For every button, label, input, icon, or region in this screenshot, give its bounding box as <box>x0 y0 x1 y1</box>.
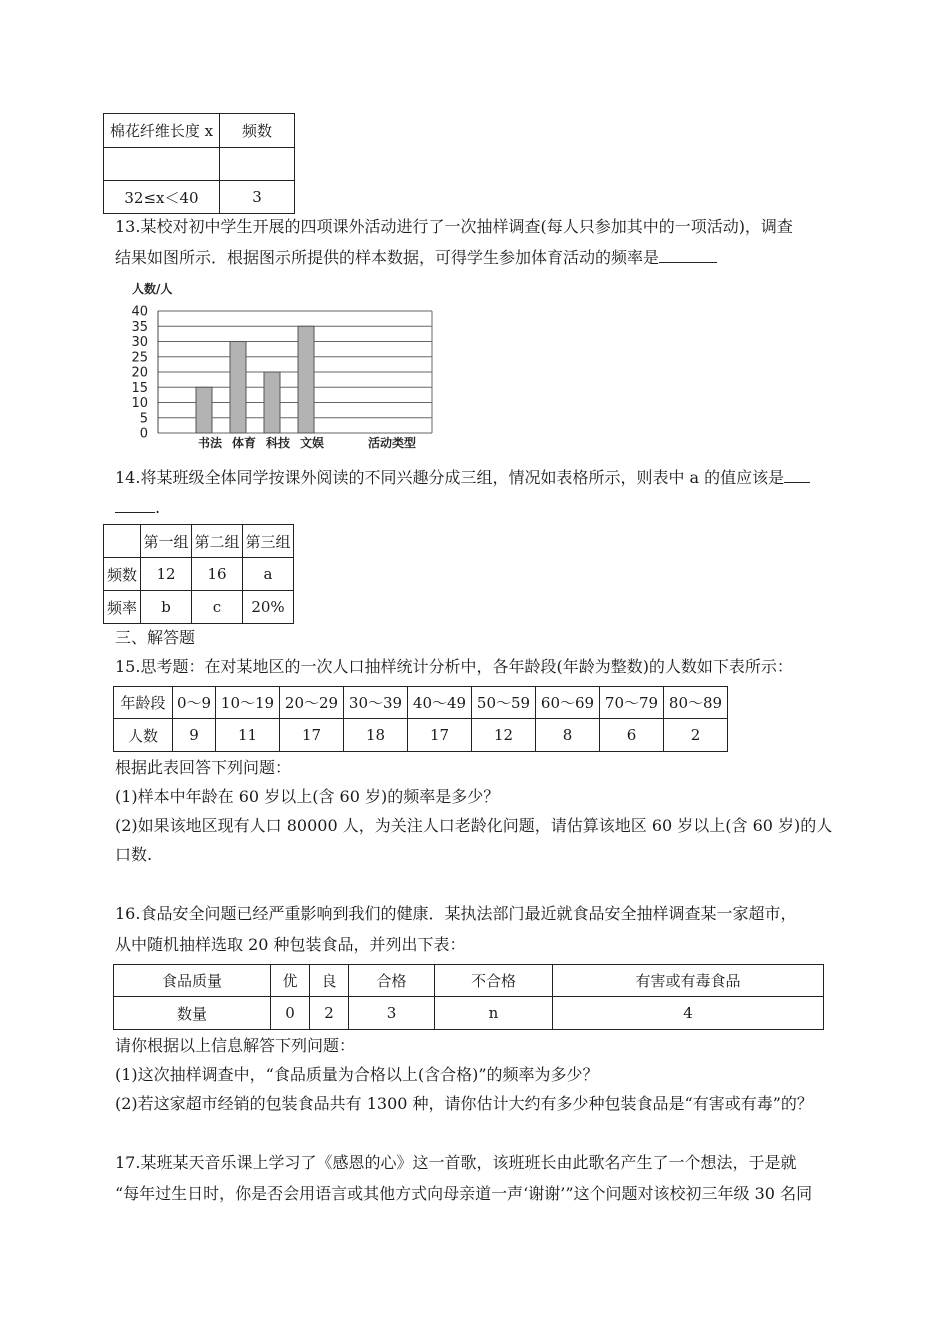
table-header-cell: 60～69 <box>536 687 600 719</box>
q13-text-line1: 13.某校对初中学生开展的四项课外活动进行了一次抽样调查(每人只参加其中的一项活动)，调查 <box>115 217 793 236</box>
table-cell: 18 <box>344 719 408 752</box>
y-axis-label: 人数/人 <box>132 282 173 296</box>
table-cell: 数量 <box>114 997 271 1030</box>
table-header-cell: 频数 <box>220 114 295 148</box>
table-cell: 17 <box>408 719 472 752</box>
activity-bar-chart <box>110 280 440 452</box>
x-tick-label: 文娱 <box>299 436 325 450</box>
table-cell: 12 <box>141 558 192 591</box>
table-cell: 11 <box>216 719 280 752</box>
table-header-cell: 优 <box>271 965 310 997</box>
y-tick-label: 30 <box>131 335 148 350</box>
table-header-cell: 0～9 <box>173 687 216 719</box>
q16-text-line2: 从中随机抽样选取 20 种包装食品，并列出下表： <box>115 935 466 954</box>
q15-text-line1: 15.思考题：在对某地区的一次人口抽样统计分析中，各年龄段(年龄为整数)的人数如下表所示： <box>115 657 793 676</box>
y-tick-label: 35 <box>131 319 148 335</box>
x-tick-label: 体育 <box>231 436 257 450</box>
q16-part1: (1)这次抽样调查中，“食品质量为合格以上(含合格)”的频率为多少？ <box>115 1065 599 1084</box>
table-cell: b <box>141 591 192 624</box>
table-header-cell: 棉花纤维长度 x <box>104 114 220 148</box>
table-cell: 4 <box>553 997 824 1030</box>
bar <box>196 387 212 433</box>
table-cell: 0 <box>271 997 310 1030</box>
y-tick-label: 25 <box>131 350 148 366</box>
x-axis-label: 活动类型 <box>368 436 417 450</box>
q17-text-line2: “每年过生日时，你是否会用语言或其他方式向母亲道一声‘谢谢’”这个问题对该校初三年级 30 名同 <box>115 1184 813 1203</box>
y-tick-label: 5 <box>139 411 148 427</box>
q15-part2-line1: (2)如果该地区现有人口 80000 人，为关注人口老龄化问题，请估算该地区 60 岁以上(含 60 岁)的人 <box>115 816 833 835</box>
y-tick-label: 15 <box>131 380 148 396</box>
table-header-cell: 第三组 <box>243 525 294 558</box>
table-header-cell: 不合格 <box>435 965 553 997</box>
y-tick-label: 20 <box>131 365 148 381</box>
table-cell: c <box>192 591 243 624</box>
table-header-cell: 有害或有毒食品 <box>553 965 824 997</box>
table-cell: 16 <box>192 558 243 591</box>
q15-part1: (1)样本中年龄在 60 岁以上(含 60 岁)的频率是多少？ <box>115 787 500 806</box>
table-cell: 20% <box>243 591 294 624</box>
table-cell <box>220 148 295 181</box>
table-cell: 频率 <box>104 591 141 624</box>
table-header-cell: 20～29 <box>280 687 344 719</box>
q15-after: 根据此表回答下列问题： <box>115 758 292 777</box>
y-tick-label: 40 <box>131 304 148 320</box>
table-cell: 32≤x＜40 <box>104 181 220 214</box>
bars <box>196 326 314 433</box>
q17-text-line1: 17.某班某天音乐课上学习了《感恩的心》这一首歌，该班班长由此歌名产生了一个想法，于是就 <box>115 1153 797 1172</box>
q14-text-line2 <box>115 497 160 519</box>
table-cell: 2 <box>664 719 728 752</box>
table-cell: 人数 <box>114 719 173 752</box>
interest-groups-table <box>103 524 294 624</box>
x-tick-label: 科技 <box>265 436 291 450</box>
table-header-cell: 年龄段 <box>114 687 173 719</box>
table-header-cell: 良 <box>310 965 349 997</box>
y-tick-label: 0 <box>139 426 148 442</box>
table-cell: 3 <box>349 997 435 1030</box>
q14-text-end: . <box>155 498 161 517</box>
table-header-cell <box>104 525 141 558</box>
table-header-cell: 30～39 <box>344 687 408 719</box>
table-cell: a <box>243 558 294 591</box>
table-cell: 2 <box>310 997 349 1030</box>
age-population-table <box>113 686 728 752</box>
table-header-cell: 第二组 <box>192 525 243 558</box>
bar <box>230 342 246 434</box>
q16-after: 请你根据以上信息解答下列问题： <box>115 1036 356 1055</box>
answer-blank <box>659 248 717 263</box>
table-cell: 3 <box>220 181 295 214</box>
table-cell: 9 <box>173 719 216 752</box>
bar <box>264 372 280 433</box>
q16-text-line1: 16.食品安全问题已经严重影响到我们的健康．某执法部门最近就食品安全抽样调查某一家超市， <box>115 904 797 923</box>
table-cell: 8 <box>536 719 600 752</box>
x-ticks <box>198 435 324 450</box>
x-tick-label: 书法 <box>197 436 223 450</box>
q15-part2-line2: 口数. <box>115 845 153 864</box>
q14-text-line1 <box>115 467 810 489</box>
table-header-cell: 80～89 <box>664 687 728 719</box>
table-cell: 频数 <box>104 558 141 591</box>
table-header-cell: 食品质量 <box>114 965 271 997</box>
table-cell: 6 <box>600 719 664 752</box>
q14-text: 14.将某班级全体同学按课外阅读的不同兴趣分成三组，情况如表格所示，则表中 a 的值应该是 <box>115 468 785 487</box>
table-header-cell: 40～49 <box>408 687 472 719</box>
fiber-length-table <box>103 113 295 214</box>
table-header-cell: 70～79 <box>600 687 664 719</box>
table-header-cell: 50～59 <box>472 687 536 719</box>
q13-text-line2 <box>115 247 717 269</box>
y-ticks <box>131 305 148 442</box>
table-cell: 17 <box>280 719 344 752</box>
y-tick-label: 10 <box>131 396 148 411</box>
table-cell: n <box>435 997 553 1030</box>
q16-part2: (2)若这家超市经销的包装食品共有 1300 种，请你估计大约有多少种包装食品是“有害或有毒”的？ <box>115 1094 813 1113</box>
answer-blank <box>115 498 155 513</box>
answer-blank <box>784 468 810 483</box>
table-header-cell: 10～19 <box>216 687 280 719</box>
section-heading: 三、解答题 <box>115 628 196 647</box>
food-quality-table <box>113 964 824 1030</box>
q13-text: 结果如图所示．根据图示所提供的样本数据，可得学生参加体育活动的频率是 <box>115 248 660 267</box>
table-header-cell: 第一组 <box>141 525 192 558</box>
table-cell: 12 <box>472 719 536 752</box>
table-cell <box>104 148 220 181</box>
bar <box>298 326 314 433</box>
table-header-cell: 合格 <box>349 965 435 997</box>
